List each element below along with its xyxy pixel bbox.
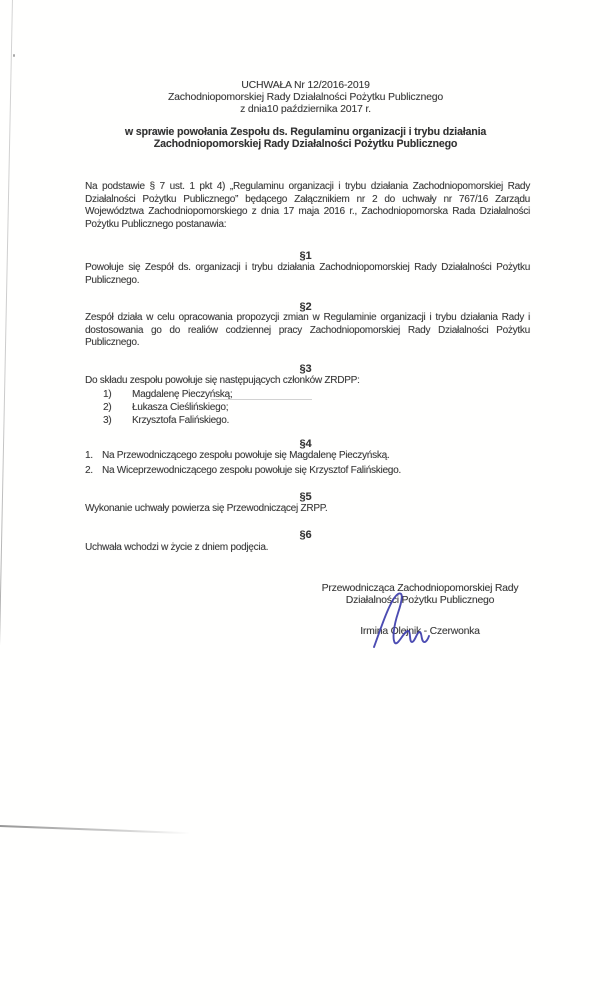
section-mark-3: §3 <box>299 363 312 375</box>
document-header <box>0 80 611 115</box>
list-item-text: Krzysztofa Falińskiego. <box>132 414 230 426</box>
section-6-body: Uchwała wchodzi w życie z dniem podjęcia. <box>85 542 269 553</box>
subject-line-2: Zachodniopomorskiej Rady Działalności Pożytku Publicznego <box>153 138 458 151</box>
subject-line-1: w sprawie powołania Zespołu ds. Regulaminu organizacji i trybu działania <box>124 126 487 138</box>
document-date: z dnia10 października 2017 r. <box>240 103 371 115</box>
section-1-body: Powołuje się Zespół ds. organizacji i trybu działania Zachodniopomorskiej Rady Działalności Pożytku Publicznego. <box>85 262 530 286</box>
section-5-body: Wykonanie uchwały powierza się Przewodniczącej ZRPP. <box>85 503 328 514</box>
document-organization: Zachodniopomorskiej Rady Działalności Pożytku Publicznego <box>167 91 444 103</box>
scan-fold-line-artifact <box>0 825 190 834</box>
list-item-text: Magdalenę Pieczyńską; <box>132 388 233 400</box>
section-3-intro: Do składu zespołu powołuje się następujących członków ZRDPP: <box>85 375 360 386</box>
section-2-body: Zespół działa w celu opracowania propozycji zmian w Regulaminie organizacji i trybu działania Rady i dostosowania go do realiów codziennej pracy Zachodniopomorskiej Rady Działalności Pożytku Publicznego. <box>85 312 530 349</box>
list-item-text: Na Przewodniczącego zespołu powołuje się Magdalenę Pieczyńską. <box>102 450 390 461</box>
list-item <box>103 414 530 427</box>
section-4-body <box>85 449 530 478</box>
document-subject <box>0 126 611 150</box>
faint-underline-artifact <box>211 399 312 400</box>
list-item-text: Łukasza Cieślińskiego; <box>132 401 229 413</box>
signatory-role-line-2: Działalności Pożytku Publicznego <box>345 595 495 607</box>
list-item <box>103 401 530 414</box>
section-mark-5: §5 <box>299 491 312 503</box>
signatory-name: Irmina Olejnik - Czerwonka <box>360 625 480 637</box>
list-item-marker: 2) <box>103 401 112 413</box>
list-item-marker: 1) <box>103 388 112 400</box>
section-mark-4: §4 <box>299 438 312 450</box>
section-mark-2: §2 <box>299 301 312 313</box>
section-mark-1: §1 <box>299 250 312 262</box>
list-item-text: Na Wiceprzewodniczącego zespołu powołuje się Krzysztof Falińskiego. <box>102 464 401 476</box>
preamble: Na podstawie § 7 ust. 1 pkt 4) „Regulaminu organizacji i trybu działania Zachodniopomorskiej Rady Działalności Pożytku Publicznego” będącego Załącznikiem nr 2 do uchwały nr 767/16 Zarządu Województwa Zachodniopomorskiego z dnia 17 maja 2016 r., Zachodniopomorska Rada Działalności Pożytku Publicznego postanawia: <box>85 181 530 230</box>
list-item-marker: 2. <box>85 464 93 476</box>
list-item <box>103 388 530 401</box>
handwritten-signature-icon <box>366 589 448 653</box>
section-3-body <box>85 374 530 427</box>
list-item-marker: 1. <box>85 450 93 461</box>
document-title: UCHWAŁA Nr 12/2016-2019 <box>241 80 370 91</box>
scan-speck-artifact <box>13 54 15 57</box>
signatory-role-line-1: Przewodnicząca Zachodniopomorskiej Rady <box>321 583 519 594</box>
section-mark-6: §6 <box>299 529 312 541</box>
list-item <box>85 449 530 464</box>
list-item <box>85 464 530 479</box>
list-item-marker: 3) <box>103 414 112 426</box>
